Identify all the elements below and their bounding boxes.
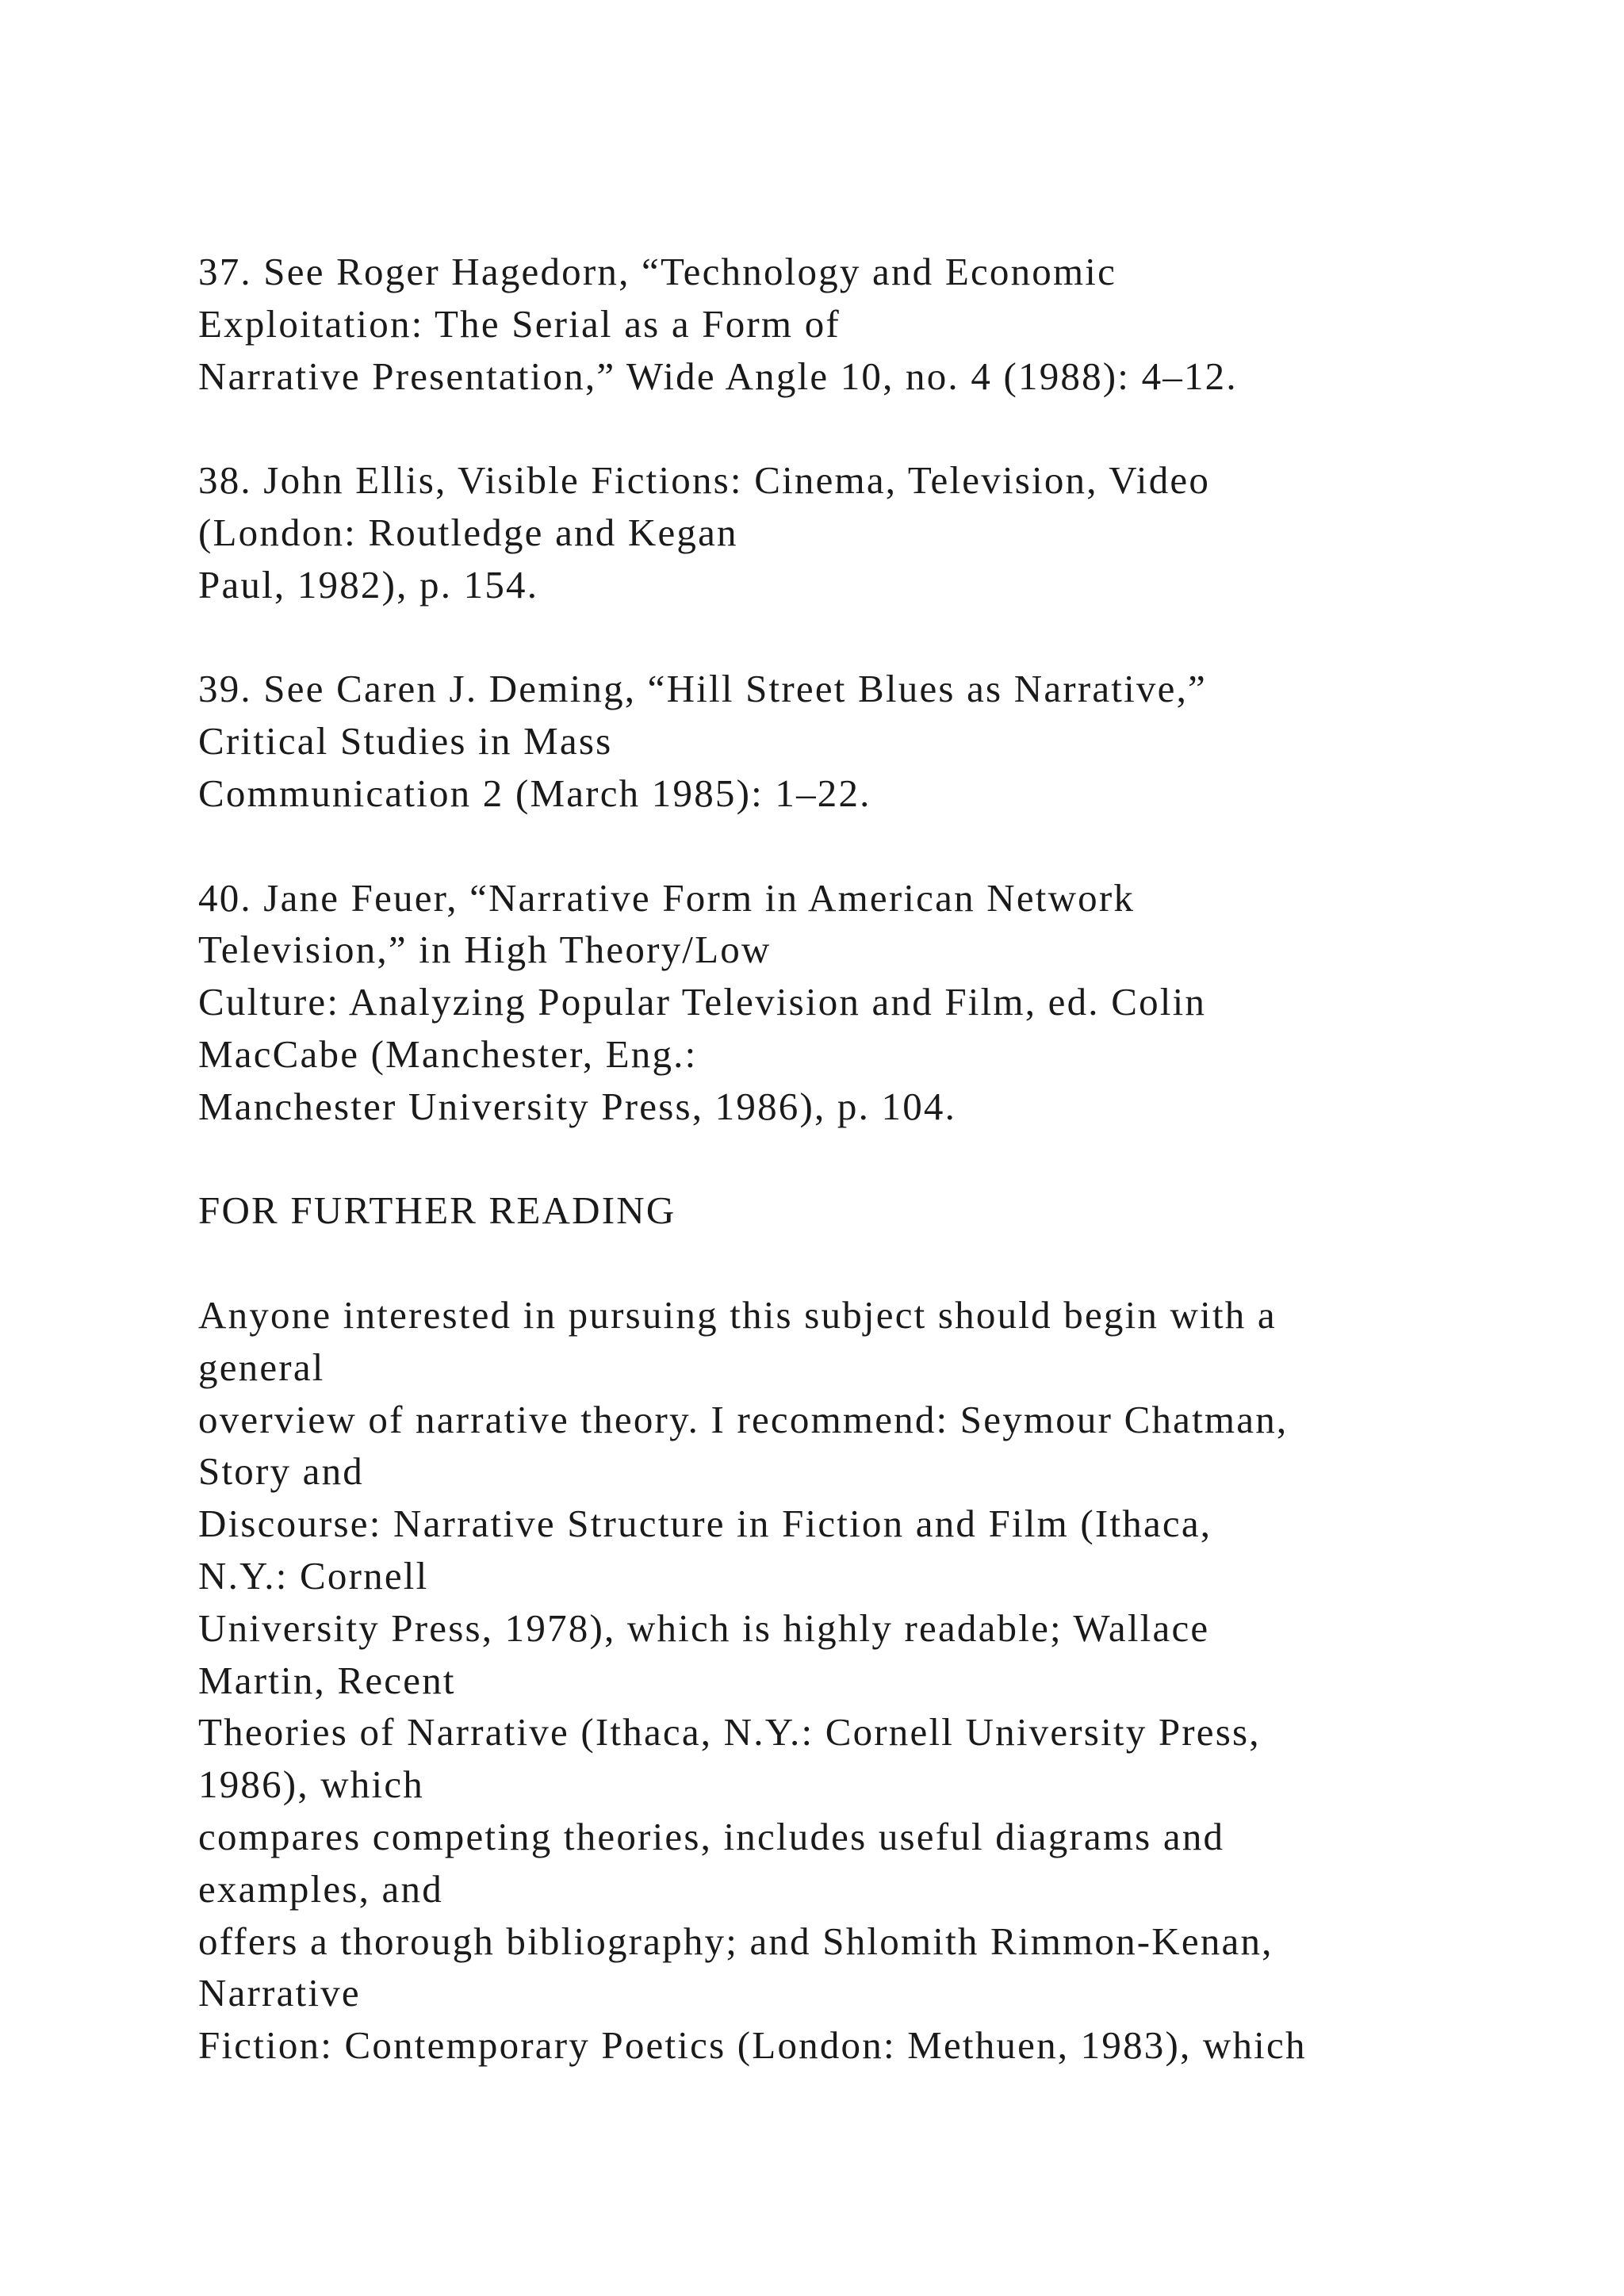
text-line: Narrative xyxy=(198,1971,361,2015)
text-line: Story and xyxy=(198,1449,364,1494)
text-line: compares competing theories, includes useful diagrams and xyxy=(198,1814,1225,1858)
text-line: overview of narrative theory. I recommend: Seymour Chatman, xyxy=(198,1397,1289,1441)
footnote-38 xyxy=(198,454,1546,610)
text-line: Paul, 1982), p. 154. xyxy=(198,562,539,607)
footnote-37 xyxy=(198,246,1546,402)
further-reading-paragraph xyxy=(198,1289,1546,2072)
text-line: general xyxy=(198,1345,325,1389)
text-line: offers a thorough bibliography; and Shlomith Rimmon-Kenan, xyxy=(198,1919,1274,1963)
section-heading: FOR FURTHER READING xyxy=(198,1188,676,1233)
text-line: Television,” in High Theory/Low xyxy=(198,928,772,972)
footnote-40 xyxy=(198,872,1546,1133)
text-line: Discourse: Narrative Structure in Fiction and Film (Ithaca, xyxy=(198,1502,1212,1546)
text-line: Exploitation: The Serial as a Form of xyxy=(198,301,841,346)
text-line: Fiction: Contemporary Poetics (London: Methuen, 1983), which xyxy=(198,2023,1307,2068)
text-line: (London: Routledge and Kegan xyxy=(198,510,738,554)
text-line: examples, and xyxy=(198,1866,443,1911)
text-line: Narrative Presentation,” Wide Angle 10, no. 4 (1988): 4–12. xyxy=(198,354,1238,398)
text-line: Communication 2 (March 1985): 1–22. xyxy=(198,771,871,815)
text-line: 39. See Caren J. Deming, “Hill Street Blues as Narrative,” xyxy=(198,667,1207,711)
text-line: Manchester University Press, 1986), p. 104. xyxy=(198,1084,957,1128)
document-text xyxy=(198,246,1546,2124)
text-line: 1986), which xyxy=(198,1762,424,1807)
text-line: Critical Studies in Mass xyxy=(198,719,613,763)
text-line: Culture: Analyzing Popular Television and Film, ed. Colin xyxy=(198,980,1207,1024)
text-line: Martin, Recent xyxy=(198,1658,456,1702)
text-line: 37. See Roger Hagedorn, “Technology and Economic xyxy=(198,250,1117,293)
text-line: 40. Jane Feuer, “Narrative Form in American Network xyxy=(198,875,1136,920)
text-line: Theories of Narrative (Ithaca, N.Y.: Cornell University Press, xyxy=(198,1710,1261,1755)
further-reading-heading-block xyxy=(198,1184,1546,1237)
text-line: N.Y.: Cornell xyxy=(198,1553,429,1598)
text-line: MacCabe (Manchester, Eng.: xyxy=(198,1031,698,1076)
text-line: University Press, 1978), which is highly readable; Wallace xyxy=(198,1605,1210,1650)
text-line: 38. John Ellis, Visible Fictions: Cinema, Television, Video xyxy=(198,458,1211,503)
footnote-39 xyxy=(198,663,1546,819)
text-line: Anyone interested in pursuing this subject should begin with a xyxy=(198,1292,1277,1337)
